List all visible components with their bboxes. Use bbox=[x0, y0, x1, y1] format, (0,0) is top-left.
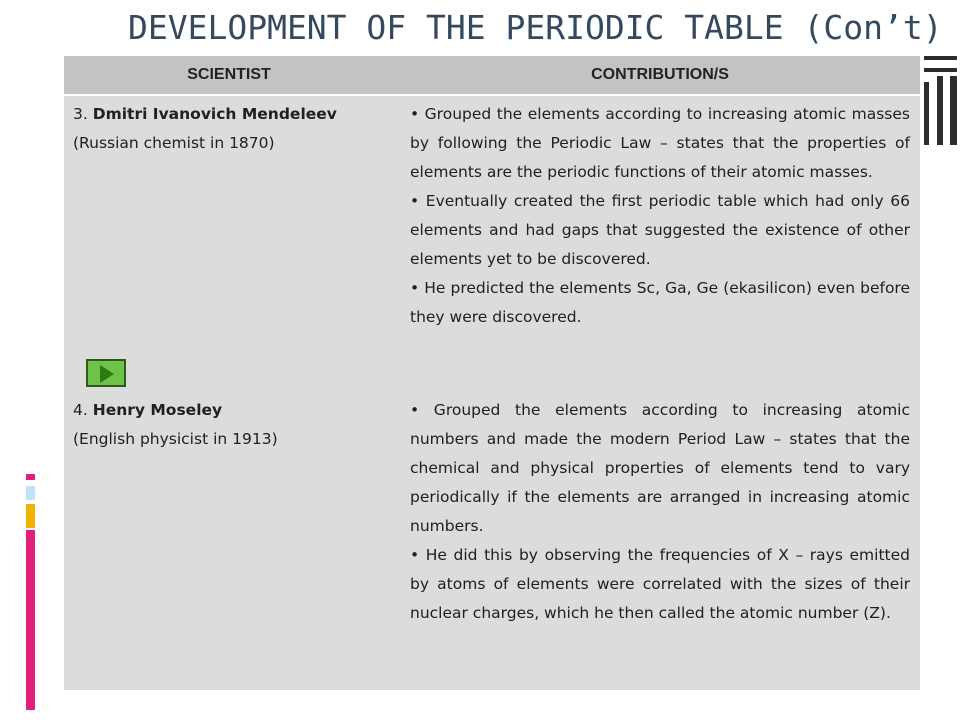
header-scientist: SCIENTIST bbox=[187, 66, 271, 83]
table-row-contribution bbox=[410, 396, 910, 628]
deco-bar bbox=[937, 76, 943, 145]
table-row-contribution bbox=[410, 100, 910, 332]
deco-bar bbox=[924, 56, 957, 60]
table-row-scientist bbox=[73, 100, 393, 158]
contribution-item: • Grouped the elements according to increasing atomic numbers and made the modern Period Law – states that the chemical and physical properties of elements tend to vary periodically if the elements are arranged in increasing atomic numbers. bbox=[410, 401, 910, 535]
play-button[interactable] bbox=[86, 359, 126, 387]
page-title: DEVELOPMENT OF THE PERIODIC TABLE (Con’t) bbox=[128, 8, 943, 47]
scientist-number: 3. bbox=[73, 105, 93, 123]
deco-segment bbox=[26, 486, 35, 500]
table-body bbox=[64, 96, 920, 690]
deco-bar bbox=[950, 76, 957, 145]
corner-decoration bbox=[924, 52, 957, 145]
header-contribution: CONTRIBUTION/S bbox=[591, 66, 729, 83]
table-row-scientist bbox=[73, 396, 393, 454]
contribution-item: • He predicted the elements Sc, Ga, Ge (ekasilicon) even before they were discovered. bbox=[410, 279, 910, 326]
scientist-line bbox=[73, 396, 393, 425]
scientist-description: (Russian chemist in 1870) bbox=[73, 134, 275, 152]
scientist-description: (English physicist in 1913) bbox=[73, 430, 278, 448]
side-decoration bbox=[26, 474, 36, 710]
scientist-line bbox=[73, 100, 393, 129]
play-icon bbox=[100, 365, 114, 383]
deco-segment bbox=[26, 530, 35, 710]
table-header bbox=[64, 56, 920, 94]
scientist-number: 4. bbox=[73, 401, 93, 419]
scientist-name: Henry Moseley bbox=[92, 401, 223, 419]
deco-bar bbox=[924, 82, 929, 145]
contribution-item: • Grouped the elements according to increasing atomic masses by following the Periodic Law – states that the properties of elements are the periodic functions of their atomic masses. bbox=[410, 105, 910, 181]
deco-segment bbox=[26, 474, 35, 480]
scientist-name: Dmitri Ivanovich Mendeleev bbox=[92, 105, 337, 123]
deco-segment bbox=[26, 504, 35, 528]
contribution-item: • He did this by observing the frequencies of X – rays emitted by atoms of elements were correlated with the sizes of their nuclear charges, which he then called the atomic number (Z). bbox=[410, 546, 910, 622]
contribution-item: • Eventually created the first periodic table which had only 66 elements and had gaps that suggested the existence of other elements yet to be discovered. bbox=[410, 192, 910, 268]
deco-bar bbox=[924, 68, 957, 72]
periodic-table-history-table bbox=[64, 56, 920, 690]
